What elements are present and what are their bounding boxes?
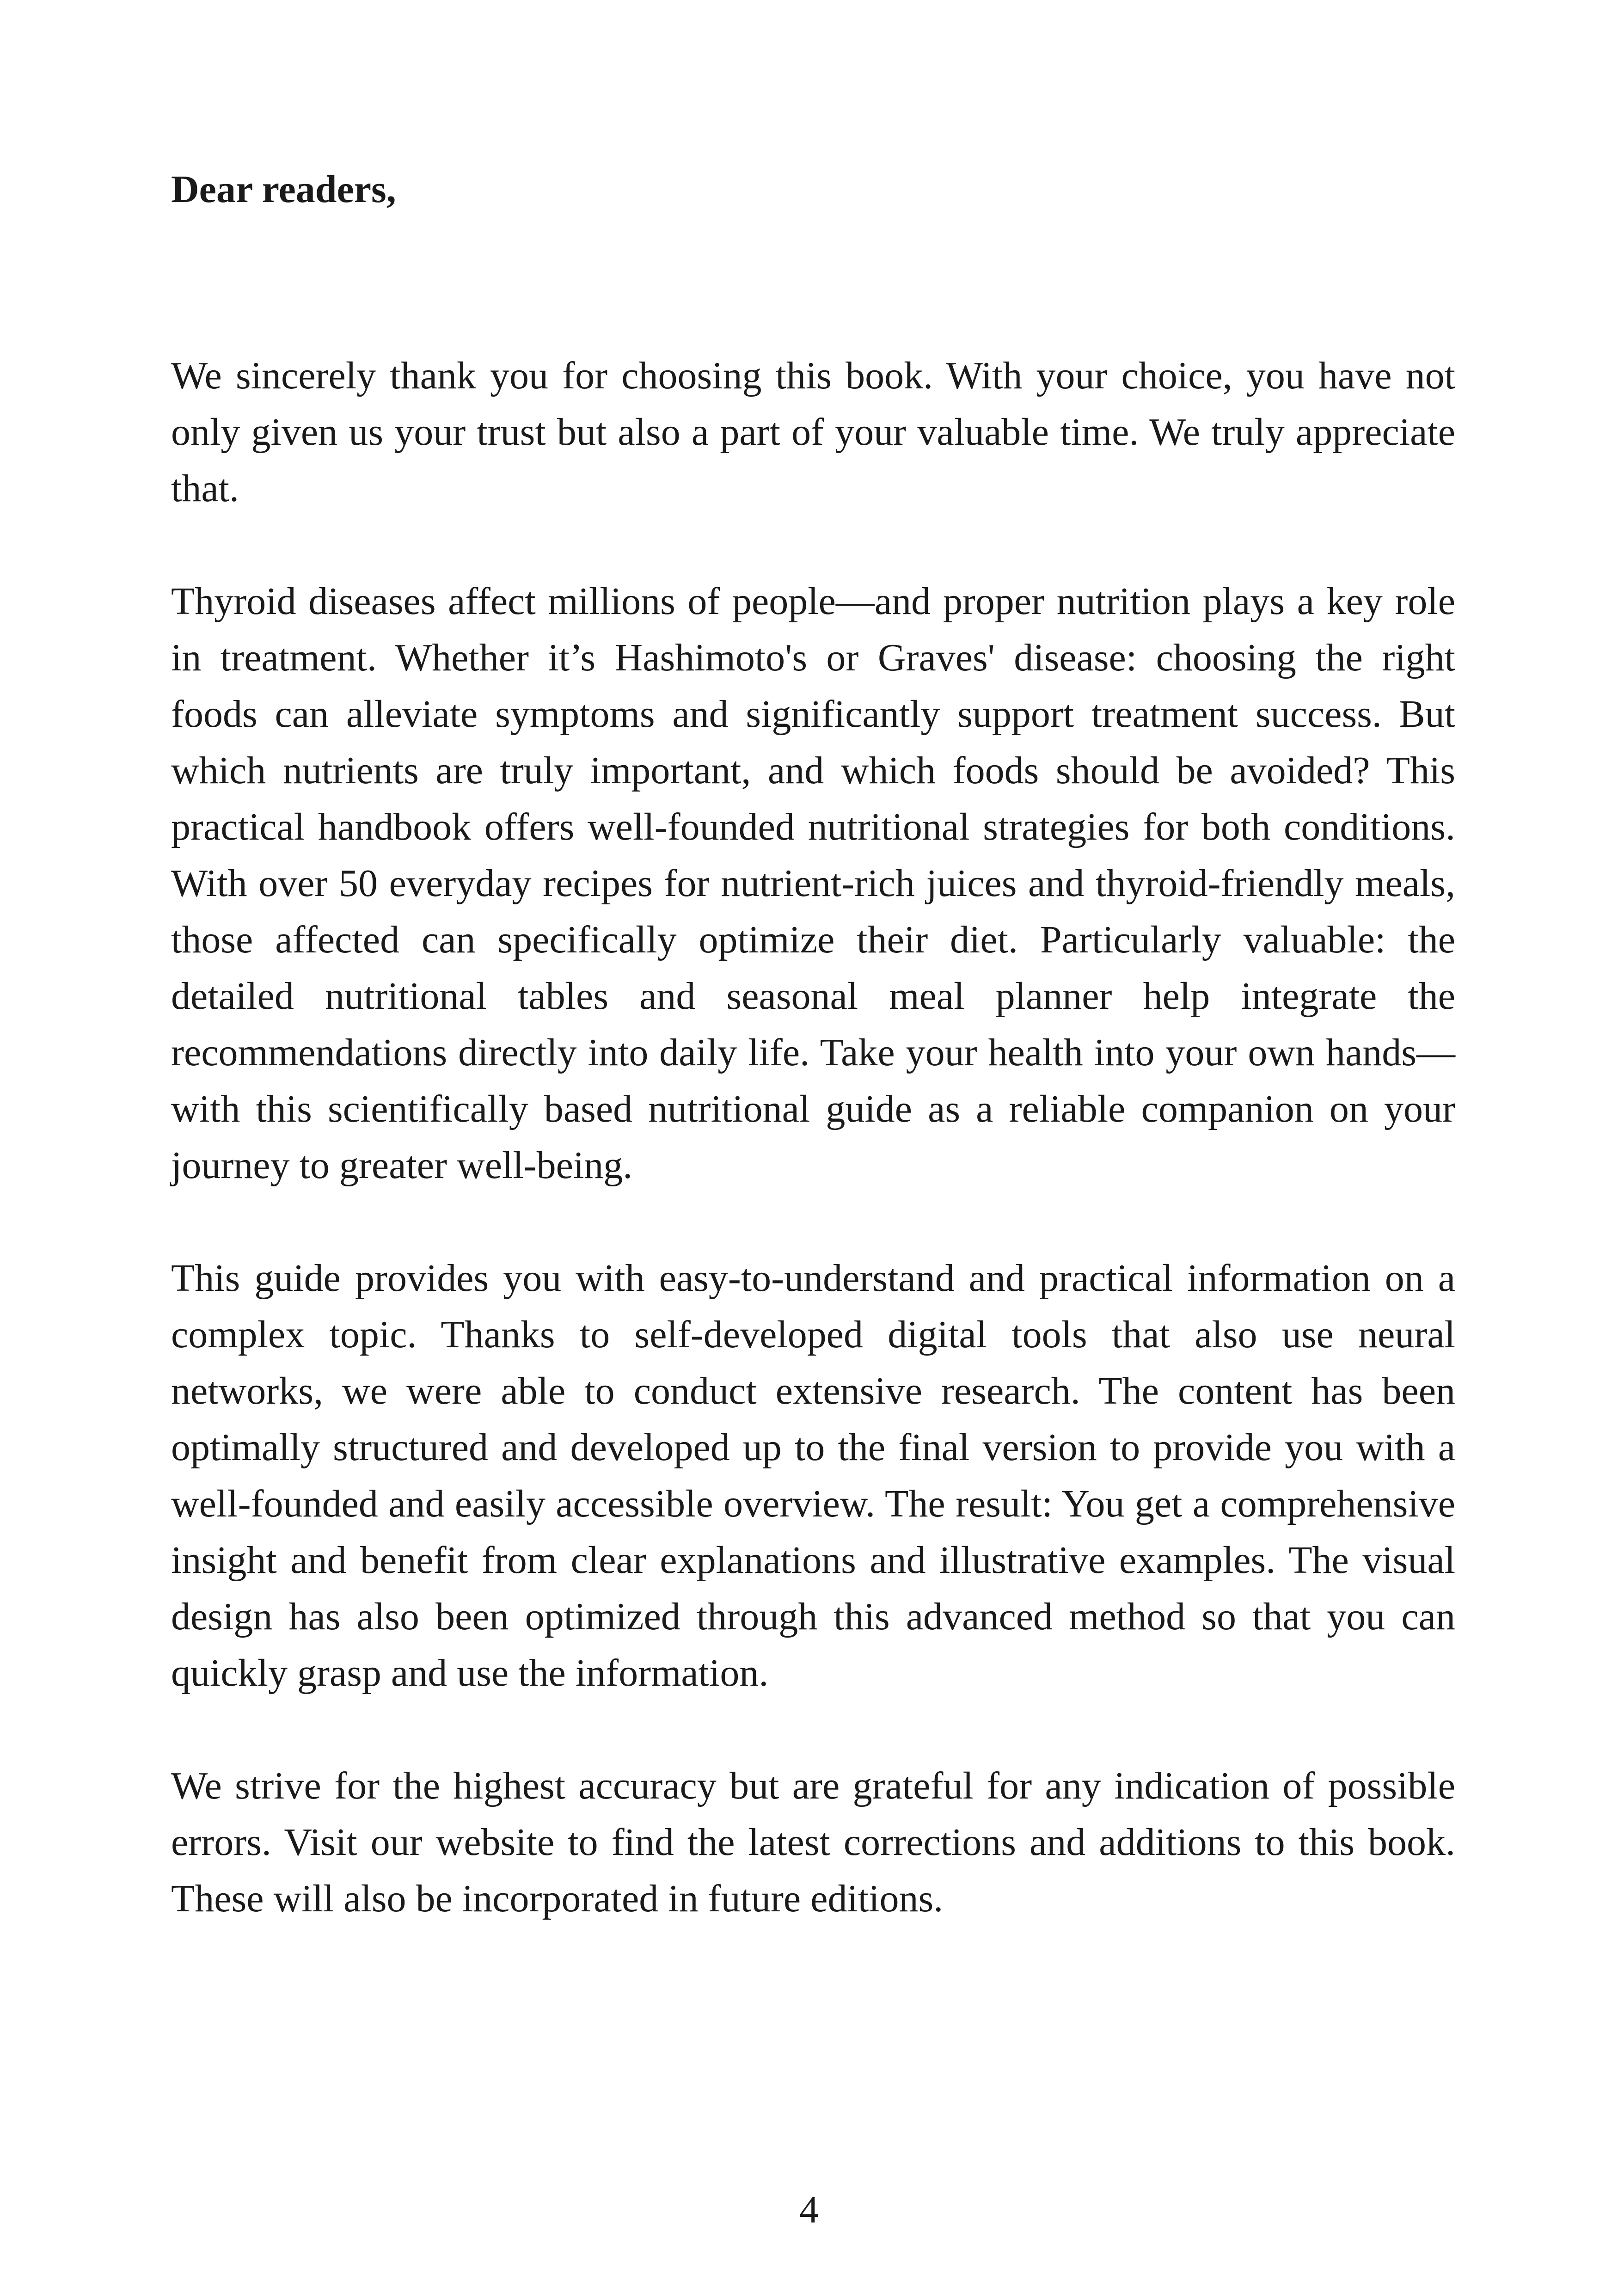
paragraph-errata: We strive for the highest accuracy but are grateful for any indication of possible errors. Visit our website to find the latest corrections and additions to this book. These will also be incorporated in future editions. [171, 1764, 1455, 1920]
salutation: Dear readers, [171, 168, 396, 211]
paragraph-guide-method: This guide provides you with easy-to-understand and practical information on a complex topic. Thanks to self-developed digital tools that also use neural networks, we were able to conduct extensive research. The content has been optimally structured and developed up to the final version to provide you with a well-founded and easily accessible overview. The result: You get a comprehensive insight and benefit from clear explanations and illustrative examples. The visual design has also been optimized through this advanced method so that you can quickly grasp and use the information. [171, 1257, 1455, 1694]
page-number: 4 [799, 2188, 819, 2231]
paragraph-book-summary: Thyroid diseases affect millions of people—and proper nutrition plays a key role in treatment. Whether it’s Hashimoto's or Graves' disease: choosing the right foods can alleviate symptoms and significantly support treatment success. But which nutrients are truly important, and which foods should be avoided? This practical handbook offers well-founded nutritional strategies for both conditions. With over 50 everyday recipes for nutrient-rich juices and thyroid-friendly meals, those affected can specifically optimize their diet. Particularly valuable: the detailed nutritional tables and seasonal meal planner help integrate the recommendations directly into daily life. Take your health into your own hands—with this scientifically based nutritional guide as a reliable companion on your journey to greater well-being. [171, 580, 1455, 1187]
page-body [171, 166, 1455, 1983]
paragraph-thanks: We sincerely thank you for choosing this book. With your choice, you have not only given us your trust but also a part of your valuable time. We truly appreciate that. [171, 354, 1455, 510]
